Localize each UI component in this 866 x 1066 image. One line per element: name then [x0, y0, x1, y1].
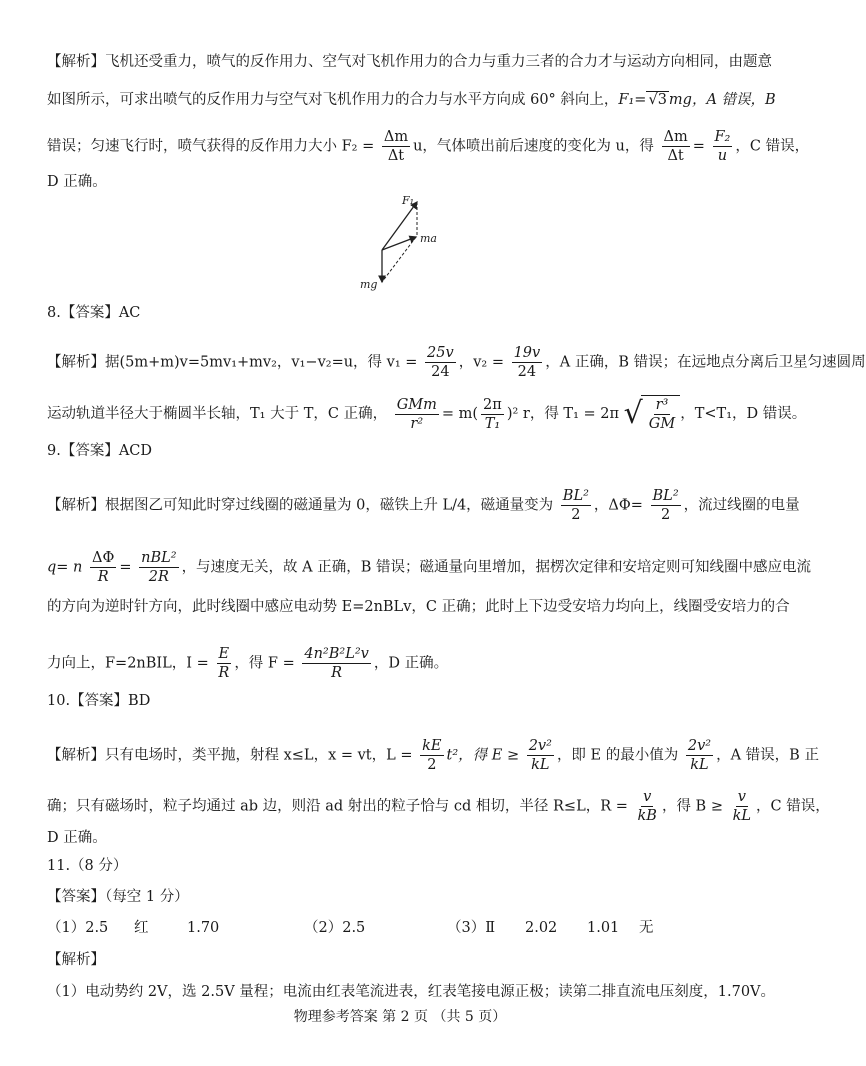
fraction-v-kl: [731, 788, 753, 825]
frac-den: 2: [571, 507, 581, 523]
q10-line-1-text: 【解析】只有电场时，类平抛，射程 x≤L，x = vt，L =: [47, 747, 413, 764]
frac-num: BL²: [652, 488, 679, 504]
q11-answer-7: 1.01: [587, 920, 620, 936]
frac-num: 19v: [513, 345, 541, 361]
fraction-2pi-t1: [481, 396, 504, 433]
q9-line-1-mid: ，ΔΦ=: [593, 497, 643, 514]
frac-num: 2π: [483, 396, 502, 413]
fraction-bl2-2: [561, 487, 591, 524]
q8-line-2: [47, 395, 807, 433]
q11-answer-8: 无: [639, 920, 654, 936]
frac-num: v: [737, 789, 746, 805]
frac-den: 2: [660, 507, 671, 523]
frac-den: 24: [517, 364, 537, 380]
frac-den: R: [97, 569, 109, 585]
q11-answer-4: （2）2.5: [304, 920, 366, 936]
force-diagram: [350, 190, 460, 295]
equals: =: [692, 138, 705, 155]
page-footer: 物理参考答案 第 2 页 （共 5 页）: [293, 1009, 507, 1025]
q11-analysis-label: 【解析】: [47, 952, 105, 968]
fraction-f2-u: [713, 128, 733, 165]
q7-line-2-tail: mg，A 错误，B: [668, 92, 776, 108]
frac-num: 2v²: [528, 738, 552, 754]
q8-line-1-text: 【解析】据(5m+m)v=5mv₁+mv₂，v₁−v₂=u，得 v₁ =: [47, 354, 418, 371]
frac-den: T₁: [484, 415, 501, 432]
q10-line-1: [47, 737, 819, 774]
sqrt-r3-gm: [624, 395, 681, 433]
frac-num: BL²: [562, 488, 589, 504]
f1-symbol: F₁=: [618, 92, 647, 108]
q11-analysis-1: （1）电动势约 2V，选 2.5V 量程；电流由红表笔流进表，红表笔接电源正极；读第二排直流电压刻度，1.70V。: [47, 984, 776, 1000]
frac-num: 25v: [427, 345, 454, 361]
frac-num: Δm: [383, 129, 409, 145]
radical-icon: √: [623, 396, 643, 431]
frac-num: 2v²: [687, 738, 712, 754]
frac-den: u: [717, 148, 728, 164]
q10-heading: 10.【答案】BD: [47, 693, 151, 709]
fraction-2v2-kl: [527, 737, 554, 774]
frac-den: kL: [732, 808, 752, 824]
q10-line-2-tail: ，C 错误，: [756, 798, 830, 815]
q9-line-1-text: 【解析】根据图乙可知此时穿过线圈的磁通量为 0，磁铁上升 L/4，磁通量变为: [47, 497, 554, 514]
q8-line-2-text: 运动轨道半径大于椭圆半长轴，T₁ 大于 T，C 正确，: [47, 406, 388, 422]
fraction-dm-dt-2: [662, 128, 690, 165]
frac-den: GM: [648, 416, 676, 432]
q11-answer-1: （1）2.5: [47, 920, 109, 936]
q8-line-1: [47, 344, 866, 381]
fraction-v-kb: [636, 788, 659, 825]
q8-line-2-mid: = m(: [441, 406, 479, 422]
q9-line-1: [47, 487, 800, 524]
q10-line-3: D 正确。: [47, 830, 107, 846]
fraction-2v2-kl-b: [686, 737, 713, 774]
q7-line-1: 【解析】飞机还受重力，喷气的反作用力、空气对飞机作用力的合力与重力三者的合力才与运动方向相同，由题意: [47, 54, 772, 70]
frac-den: kB: [637, 808, 657, 824]
label-mg: mg: [360, 278, 378, 291]
q11-answers-row: [47, 918, 770, 938]
q10-line-2-mid: ，得 B ≥: [661, 798, 723, 815]
fraction-19v-24: [512, 344, 543, 381]
q11-answer-3: 1.70: [187, 920, 220, 936]
q9-line-3: 的方向为逆时针方向，此时线圈中感应电动势 E=2nBLv，C 正确；此时上下边受安培力均向上，线圈受安培力的合: [47, 599, 790, 615]
fraction-dm-dt: [382, 128, 410, 165]
frac-den: 2: [427, 757, 437, 773]
q10-line-2: [47, 788, 830, 825]
frac-num: 4n²B²L²v: [304, 646, 369, 662]
frac-num: r³: [655, 397, 669, 413]
q7-line-3: [47, 128, 810, 165]
frac-den: 24: [431, 364, 450, 380]
q9-line-1-tail: ，流过线圈的电量: [683, 497, 800, 514]
q11-answer-label: 【答案】（每空 1 分）: [47, 889, 189, 905]
frac-num: F₂: [714, 129, 731, 145]
frac-num: v: [643, 789, 652, 805]
label-ma: ma: [420, 232, 437, 245]
frac-num: Δm: [663, 129, 688, 145]
fraction-e-r: [216, 645, 231, 682]
q9-line-4-text: 力向上，F=2nBIL，I =: [47, 655, 209, 672]
q10-line-1-tail: ，A 错误，B 正: [716, 747, 819, 764]
equals: =: [119, 559, 132, 576]
sqrt3: √3: [648, 92, 667, 108]
q11-heading: 11.（8 分）: [47, 858, 128, 874]
label-f1: F₁: [402, 194, 415, 207]
q9-line-4-tail: ，D 正确。: [373, 655, 449, 672]
frac-num: GMm: [396, 396, 437, 413]
q9-line-4: [47, 645, 770, 682]
q7-line-2: [47, 90, 776, 110]
q8-line-2-mid2: )² r，得 T₁ = 2π: [506, 406, 620, 422]
fraction-ke-2: [420, 737, 443, 774]
q7-line-3-tail: ，C 错误，: [735, 138, 810, 155]
frac-num: nBL²: [141, 550, 177, 566]
frac-den: R: [218, 665, 230, 681]
fraction-gmm-r2: [395, 396, 439, 433]
q11-answer-2: 红: [134, 920, 149, 936]
frac-den: Δt: [387, 148, 405, 164]
fraction-bl2-2-b: [651, 487, 681, 524]
frac-den: kL: [531, 757, 550, 773]
fraction-force: [302, 645, 370, 682]
q8-line-2-tail: ，T<T₁，D 错误。: [680, 406, 807, 422]
q9-line-2-start: q= n: [47, 559, 83, 576]
q10-line-2-text: 确；只有磁场时，粒子均通过 ab 边，则沿 ad 射出的粒子恰与 cd 相切，半径 R≤L，R =: [47, 798, 628, 815]
q10-line-1-mid2: ，即 E 的最小值为: [556, 747, 679, 764]
q8-line-1-mid: ，v₂ =: [458, 354, 504, 371]
fraction-r3-gm: [647, 396, 677, 433]
frac-num: kE: [422, 738, 442, 754]
fraction-25v-24: [425, 344, 456, 381]
q9-line-2: [47, 549, 812, 586]
frac-den: kL: [690, 757, 709, 773]
q10-line-1-mid: t²，得 E ≥: [446, 747, 520, 764]
frac-num: ΔΦ: [92, 550, 115, 566]
q7-line-4: D 正确。: [47, 174, 107, 190]
frac-num: E: [218, 646, 230, 662]
q8-line-1-tail: ，A 正确，B 错误；在远地点分离后卫星匀速圆周: [545, 354, 866, 371]
q7-line-3-text: 错误；匀速飞行时，喷气获得的反作用力大小 F₂ =: [47, 138, 375, 155]
q11-answer-5: （3）Ⅱ: [447, 920, 496, 936]
frac-den: R: [331, 665, 343, 681]
fraction-nbl2-2r: [139, 549, 178, 586]
q8-heading: 8.【答案】AC: [47, 305, 141, 321]
q7-line-3-mid: u，气体喷出前后速度的变化为 u，得: [413, 138, 654, 155]
q9-heading: 9.【答案】ACD: [47, 443, 153, 459]
q7-line-2-text: 如图所示，可求出喷气的反作用力与空气对飞机作用力的合力与水平方向成 60° 斜向上，: [47, 92, 619, 108]
frac-den: r²: [410, 415, 424, 432]
frac-den: Δt: [667, 148, 684, 164]
q11-answer-6: 2.02: [525, 920, 558, 936]
q9-line-4-mid: ，得 F =: [234, 655, 295, 672]
fraction-dphi-r: [90, 549, 116, 586]
q9-line-2-tail: ，与速度无关，故 A 正确，B 错误；磁通量向里增加，据楞次定律和安培定则可知线圈中感应电流: [181, 559, 812, 576]
frac-den: 2R: [148, 569, 169, 585]
